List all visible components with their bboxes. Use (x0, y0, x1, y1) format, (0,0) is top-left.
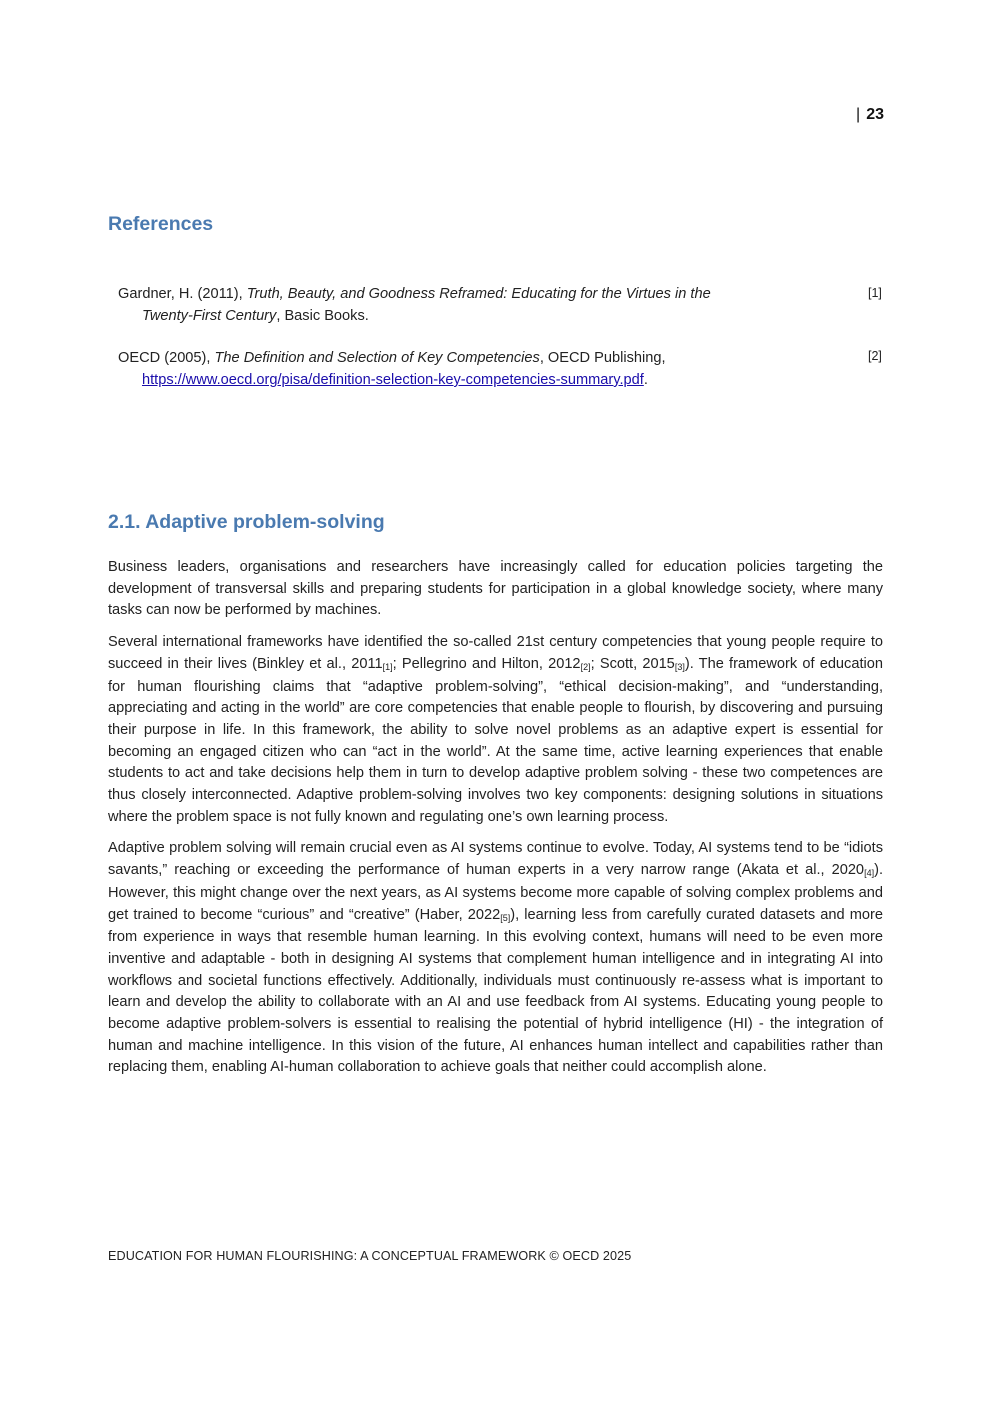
reference-2-number: [2] (868, 349, 882, 363)
reference-entry-1 (118, 283, 848, 327)
paragraph-3-text-b: ). However, this might change over the next years, as AI systems become more capable of solving complex problems and get trained to become “curious” and “creative” (Haber, 2022 (108, 862, 883, 923)
reference-1-title-part1: Truth, Beauty, and Goodness Reframed: Educating for the Virtues in the (246, 286, 711, 302)
paragraph-1: Business leaders, organisations and researchers have increasingly called for education policies targeting the development of transversal skills and preparing students for participation in a global knowledge society, where many tasks can now be performed by machines. (108, 559, 883, 619)
reference-1-publisher: , Basic Books. (276, 308, 369, 324)
paragraph-2-text-c: ; Scott, 2015 (590, 655, 675, 672)
references-heading: References (108, 213, 214, 235)
reference-2-authors: OECD (2005), (118, 350, 215, 366)
page-number-separator: | (856, 106, 861, 123)
reference-entry-2 (118, 347, 848, 391)
citation-5[interactable]: [5] (500, 912, 511, 923)
reference-2-publisher: , OECD Publishing, (539, 350, 666, 366)
reference-1-authors: Gardner, H. (2011), (118, 286, 247, 302)
page-number (856, 106, 884, 124)
citation-4[interactable]: [4] (864, 868, 875, 879)
paragraph-2-text-d: ). The framework of education for human flourishing claims that “adaptive problem-solving”, “ethical decision-making”, and “understanding, appreciating and acting in the world” are core competencies that enable people to flourish, by discovering and pursuing their purpose in life. In this framework, the ability to solve novel problems as an adaptive expert is essential for becoming an engaged citizen who can “act in the world”. At the same time, active learning experiences that enable students to act and take decisions help them in turn to develop adaptive problem solving - these two competences are thus closely interconnected. Adaptive problem-solving involves two key components: designing solutions in situations where the problem space is not fully known and regulating one’s own learning process. (108, 655, 883, 825)
section-heading: 2.1. Adaptive problem-solving (108, 511, 385, 533)
citation-1[interactable]: [1] (382, 661, 393, 672)
citation-2[interactable]: [2] (580, 661, 591, 672)
page-footer: EDUCATION FOR HUMAN FLOURISHING: A CONCEPTUAL FRAMEWORK © OECD 2025 (108, 1249, 632, 1263)
paragraph-3 (108, 838, 883, 1079)
reference-1-title-part2: Twenty-First Century (142, 308, 277, 324)
paragraph-2-text-b: ; Pellegrino and Hilton, 2012 (392, 655, 581, 672)
paragraph-3-text-c: ), learning less from carefully curated datasets and more from experience in ways that resemble human learning. In this evolving context, humans will need to be even more inventive and adaptable - both in designing AI systems that complement human intelligence and in integrating AI into workflows and societal functions effectively. Additionally, individuals must continuously re-assess what is important to learn and develop the ability to collaborate with an AI and use feedback from AI systems. Educating young people to become adaptive problem-solvers is essential to realising the potential of hybrid intelligence (HI) - the integration of human and machine intelligence. In this vision of the future, AI enhances human intellect and capabilities rather than replacing them, enabling AI-human collaboration to achieve goals that neither could accomplish alone. (108, 906, 883, 1076)
reference-2-link-period: . (643, 372, 648, 388)
reference-2-title: The Definition and Selection of Key Competencies (214, 350, 540, 366)
citation-3[interactable]: [3] (674, 661, 685, 672)
page-number-value: 23 (866, 106, 884, 123)
section-body (108, 557, 883, 1089)
paragraph-3-text-a: Adaptive problem solving will remain crucial even as AI systems continue to evolve. Today, AI systems tend to be “idiots savants,” reaching or exceeding the performance of human experts in a very narrow range (Akata et al., 2020 (108, 840, 883, 879)
reference-2-link[interactable]: https://www.oecd.org/pisa/definition-selection-key-competencies-summary.pdf (142, 372, 644, 388)
reference-1-number: [1] (868, 286, 882, 300)
paragraph-2-text-a: Several international frameworks have identified the so-called 21st century competencies that young people require to succeed in their lives (Binkley et al., 2011 (108, 634, 883, 672)
paragraph-2 (108, 632, 883, 828)
